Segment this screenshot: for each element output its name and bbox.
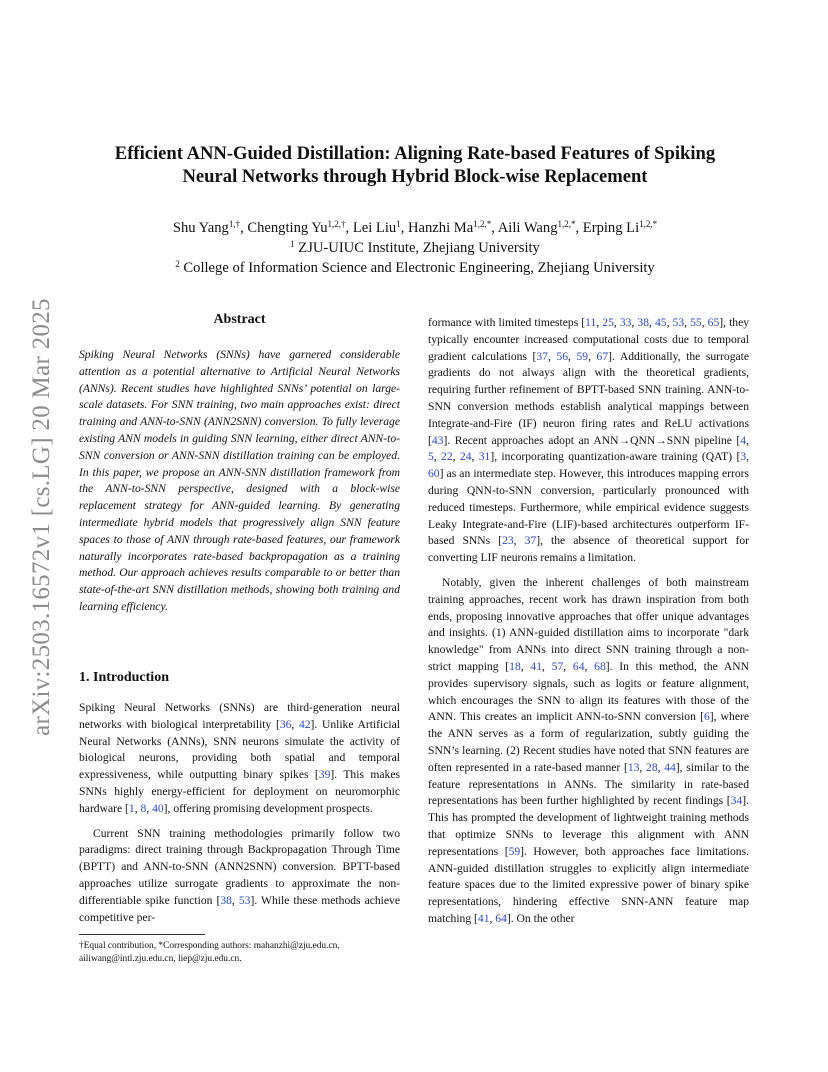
author-name: Shu Yang [172,220,229,236]
citation-link[interactable]: 38 [637,316,649,329]
paragraph: Spiking Neural Networks (SNNs) are third-generation neural networks with biological interpretability [36, 42]. Unlike Artificial Neural Networks (ANNs), SNN neurons simulate the activity of biological neurons, providing both spatial and temporal expressiveness, while outputting binary spikes [39]. This makes SNNs highly energy-efficient for deployment on neuromorphic hardware [1, 8, 40], offering promising development prospects. [79,701,401,815]
citation-link[interactable]: 65 [707,316,720,329]
citation-link[interactable]: 42 [298,717,311,731]
citation-link[interactable]: 45 [654,316,667,329]
citation-link[interactable]: 13 [627,760,640,774]
author-name: Aili Wang [497,220,558,236]
author-affiliation-mark: 1,† [228,219,241,229]
author-affiliation-mark: 1,2,* [557,219,576,229]
introduction-text [79,700,400,926]
citation-link[interactable]: 41 [530,659,542,673]
affiliation-2-text: College of Information Science and Electronic Engineering, Zhejiang University [183,260,655,276]
citation-link[interactable]: 5 [428,450,434,464]
citation-link[interactable]: 24 [459,450,472,464]
citation-link[interactable]: 40 [152,801,164,815]
citation-link[interactable]: 64 [572,659,585,673]
author-affiliation-mark: 1,2,* [639,219,658,229]
citation-link[interactable]: 34 [730,794,743,808]
citation-link[interactable]: 31 [478,450,491,464]
citation-link[interactable]: 59 [508,844,521,858]
citation-link[interactable]: 53 [238,893,251,907]
citation-link[interactable]: 3 [740,450,747,464]
abstract-heading: Abstract [213,312,266,327]
affiliation-1 [70,238,760,259]
footnote: †Equal contribution, *Corresponding authors: mahanzhi@zju.edu.cn, ailiwang@intl.zju.edu.cn, liep@zju.edu.cn. [79,941,340,964]
citation-link[interactable]: 37 [536,349,548,363]
author-affiliation-mark: 1,2,† [327,219,346,229]
citation-link[interactable]: 39 [318,768,331,782]
citation-link[interactable]: 38 [220,893,232,907]
citation-link[interactable]: 60 [428,467,440,481]
section-heading-introduction: 1. Introduction [79,670,169,685]
citation-link[interactable]: 57 [551,659,564,673]
paper-title [70,142,760,188]
title-line-1: Efficient ANN-Guided Distillation: Aligning Rate-based Features of Spiking [114,143,716,164]
author-name: Hanzhi Ma [407,220,474,236]
author-list: Shu Yang$^{1,\dagger}$, Chengting $Yu^{1,2,\dagger}$, Lei Liu$^1$, Hanzhi $Ma^{1,2,*}$, Aili Wang$^{1,2,*}$, Erping $Li^{1,2,*}$ [172,219,658,236]
arxiv-stamp [22,282,62,752]
citation-link[interactable]: 1 [128,801,135,815]
affiliation-2 [70,258,760,279]
citation-link[interactable]: 44 [664,760,676,774]
author-name: Chengting Yu [247,220,328,236]
affiliation-1-text: ZJU-UIUC Institute, Zhejiang University [298,240,540,256]
citation-link[interactable]: 67 [596,349,609,363]
author-affiliation-mark: 1 [396,219,401,229]
citation-link[interactable]: 37 [524,534,537,548]
arxiv-stamp-text: arXiv:2503.16572v1 [cs.LG] 20 Mar 2025 [28,298,55,736]
citation-link[interactable]: 25 [602,316,614,329]
citation-link[interactable]: 4 [740,433,747,447]
citation-link[interactable]: 6 [703,710,710,724]
citation-link[interactable]: 28 [646,760,658,774]
citation-link[interactable]: 11 [585,316,597,329]
citation-link[interactable]: 59 [576,349,589,363]
citation-link[interactable]: 56 [556,349,569,363]
affiliation-1-mark: 1 [290,239,295,249]
paragraph: Current SNN training methodologies primarily follow two paradigms: direct training through Backpropagation Through Time (BPTT) and ANN-to-SNN (ANN2SNN) conversion. BPTT-based approaches utilize surrogate gradients to approximate the non-differentiable spike function [38, 53]. While these methods achieve competitive per- [79,826,400,924]
abstract-body: Spiking Neural Networks (SNNs) have garnered considerable attention as a potential alternative to Artificial Neural Networks (ANNs). Recent studies have highlighted SNNs’ potential on large-scale datasets. For SNN training, two main approaches exist: direct training and ANN-to-SNN (ANN2SNN) conversion. To fully leverage existing ANN models in guiding SNN learning, either direct ANN-to-SNN conversion or ANN-SNN distillation training can be employed. In this paper, we propose an ANN-SNN distillation framework from the ANN-to-SNN perspective, designed with a block-wise replacement strategy for ANN-guided learning. By generating intermediate hybrid models that progressively align SNN feature spaces to those of ANN through rate-based features, our framework naturally incorporates rate-based backpropagation as a training method. Our approach achieves results comparable to or better than state-of-the-art SNN distillation methods, showing both training and learning efficiency. [79,348,400,613]
citation-link[interactable]: 23 [502,534,514,548]
footnote-rule [79,934,205,935]
title-line-2: Neural Networks through Hybrid Block-wise Replacement [182,166,648,187]
paragraph: Notably, given the inherent challenges of both mainstream training approaches, recent work has drawn inspiration from both ends, proposing innovative approaches that offer unique advantages and insights. (1) ANN-guided distillation aims to incorporate "dark knowledge" from ANNs into direct SNN training through a non-strict mapping [18, 41, 57, 64, 68]. In this method, the ANN provides supervisory signals, such as logits or feature alignment, which encourages the SNN to align its features with those of the ANN. This creates an implicit ANN-to-SNN conversion [6], where the ANN serves as a form of regularization, subtly guiding the SNN’s learning. (2) Recent studies have noted that SNN features are often represented in a rate-based manner [13, 28, 44], similar to the feature representations in ANNs. The similarity in rate-based representations has been further highlighted by recent findings [34]. This has prompted the development of lightweight training methods that optimize SNNs to leverage this alignment with ANN representations [59]. However, both approaches face limitations. ANN-guided distillation struggles to explicitly align intermediate feature spaces due to the limited expressive power of binary spike representations, hindering effective SNN-ANN feature map matching [41, 64]. On the other [428,575,750,925]
right-column-text [428,315,749,928]
citation-link[interactable]: 43 [431,433,444,447]
citation-link[interactable]: 22 [441,450,453,464]
citation-link[interactable]: 64 [495,911,507,925]
citation-link[interactable]: 68 [594,659,606,673]
citation-link[interactable]: 18 [509,659,521,673]
citation-link[interactable]: 8 [140,801,147,815]
citation-link[interactable]: 33 [619,316,632,329]
author-affiliation-mark: 1,2,* [473,219,492,229]
citation-link[interactable]: 53 [672,316,685,329]
citation-link[interactable]: 36 [279,717,292,731]
citation-link[interactable]: 55 [690,316,702,329]
paragraph: formance with limited timesteps [11, 25, 33, 38, 45, 53, 55, 65], they typically encounter increased computational costs due to temporal gradient calculations [37, 56, 59, 67]. Additionally, the surrogate gradients do not always align with the theoretical gradients, requiring further refinement of BPTT-based SNN training. ANN-to-SNN conversion methods establish analytical mappings between Integrate-and-Fire (IF) neuron firing rates and ReLU activations [43]. Recent approaches adopt an ANN→QNN→SNN pipeline [4, 5, 22, 24, 31], incorporating quantization-aware training (QAT) [3, 60] as an intermediate step. However, this introduces mapping errors during QNN-to-SNN conversion, particularly pronounced with reduced timesteps. Furthermore, while empirical evidence suggests Leaky Integrate-and-Fire (LIF)-based architectures outperform IF-based SNNs [23, 37], the absence of theoretical support for converting LIF neurons remains a limitation. [428,316,750,565]
citation-link[interactable]: 41 [477,911,490,925]
author-name: Lei Liu [352,220,397,236]
affiliation-2-mark: 2 [175,259,180,269]
author-name: Erping Li [582,220,640,236]
